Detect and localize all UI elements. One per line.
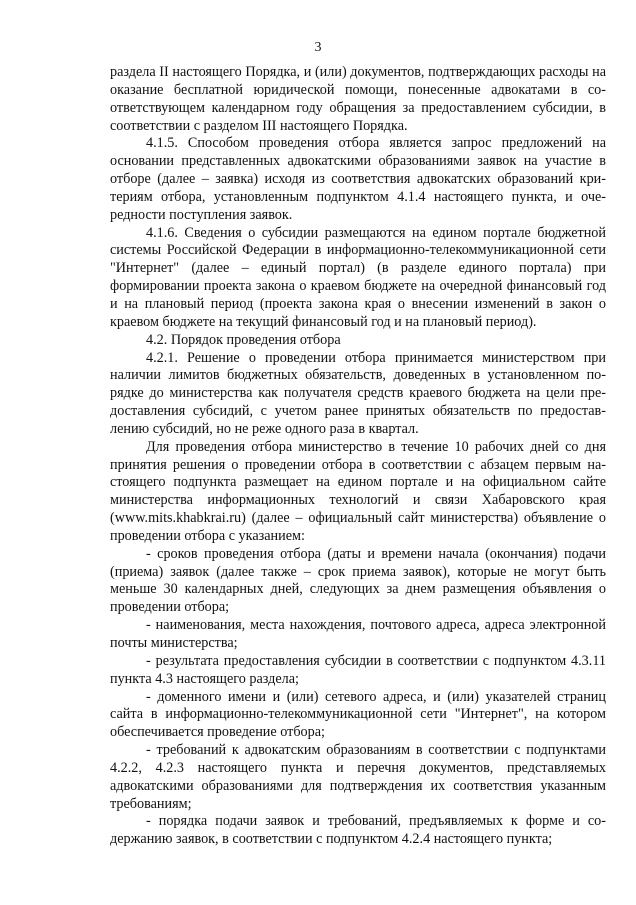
document-body [110, 64, 606, 849]
paragraph: - результата предоставления субсидии в соответствии с подпунктом 4.3.11 пункта 4.3 настоящего раздела; [110, 652, 606, 687]
paragraph: 4.1.6. Сведения о субсидии размещаются на едином портале бюджетной системы Российской Федерации в информационно-телекоммуникационной сети "Интернет" (далее – единый портал) (в разделе единого портала) при формировании проекта закона о краевом бюджете на очередной финансовый год и на плановый период (проекта закона края о внесении изменений в закон о краевом бюджете на текущий финансовый год и на плановый период). [110, 224, 606, 330]
paragraph: 4.2. Порядок проведения отбора [146, 331, 341, 348]
page-number: 3 [314, 40, 322, 55]
paragraph: Для проведения отбора министерство в течение 10 рабочих дней со дня принятия решения о проведении отбора в соответствии с абзацем первым настоящего подпункта размещает на едином портале и на официальном сайте министерства информационных технологий и связи Хабаровского края (www.mits.khabkrai.ru) (далее – официальный сайт министерства) объявление о проведении отбора с указанием: [110, 438, 606, 544]
paragraph: - доменного имени и (или) сетевого адреса, и (или) указателей страниц сайта в информационно-телекоммуникационной сети "Интернет", на котором обеспечивается проведение отбора; [110, 688, 606, 741]
paragraph: - наименования, места нахождения, почтового адреса, адреса электронной почты министерства; [110, 617, 606, 651]
paragraph: - сроков проведения отбора (даты и времени начала (окончания) подачи (приема) заявок (далее также – срок приема заявок), которые не могут быть меньше 30 календарных дней, следующих за днем размещения объявления о проведении отбора; [110, 545, 606, 616]
paragraph: 4.2.1. Решение о проведении отбора принимается министерством при наличии лимитов бюджетных обязательств, доведенных в установленном порядке до министерства как получателя средств краевого бюджета на цели предоставления субсидий, с учетом ранее принятых обязательств по предоставлению субсидий, но не реже одного раза в квартал. [110, 349, 606, 437]
paragraph: - требований к адвокатским образованиям в соответствии с подпунктами 4.2.2, 4.2.3 настоящего пункта и перечня документов, представляемых адвокатскими образованиями для подтверждения их соответствия указанным требованиям; [110, 742, 606, 812]
paragraph: раздела II настоящего Порядка, и (или) документов, подтверждающих расходы на оказание бесплатной юридической помощи, понесенные адвокатами в соответствующем календарном году обращения за предоставлением субсидии, в соответствии с разделом III настоящего Порядка. [110, 64, 606, 134]
paragraph: 4.1.5. Способом проведения отбора является запрос предложений на основании представленных адвокатскими образованиями заявок на участие в отборе (далее – заявка) исходя из соответствия адвокатских образований критериям отбора, установленным подпунктом 4.1.4 настоящего пункта, и очередности поступления заявок. [110, 135, 606, 223]
paragraph: - порядка подачи заявок и требований, предъявляемых к форме и содержанию заявок, в соответствии с подпунктом 4.2.4 настоящего пункта; [110, 813, 606, 848]
